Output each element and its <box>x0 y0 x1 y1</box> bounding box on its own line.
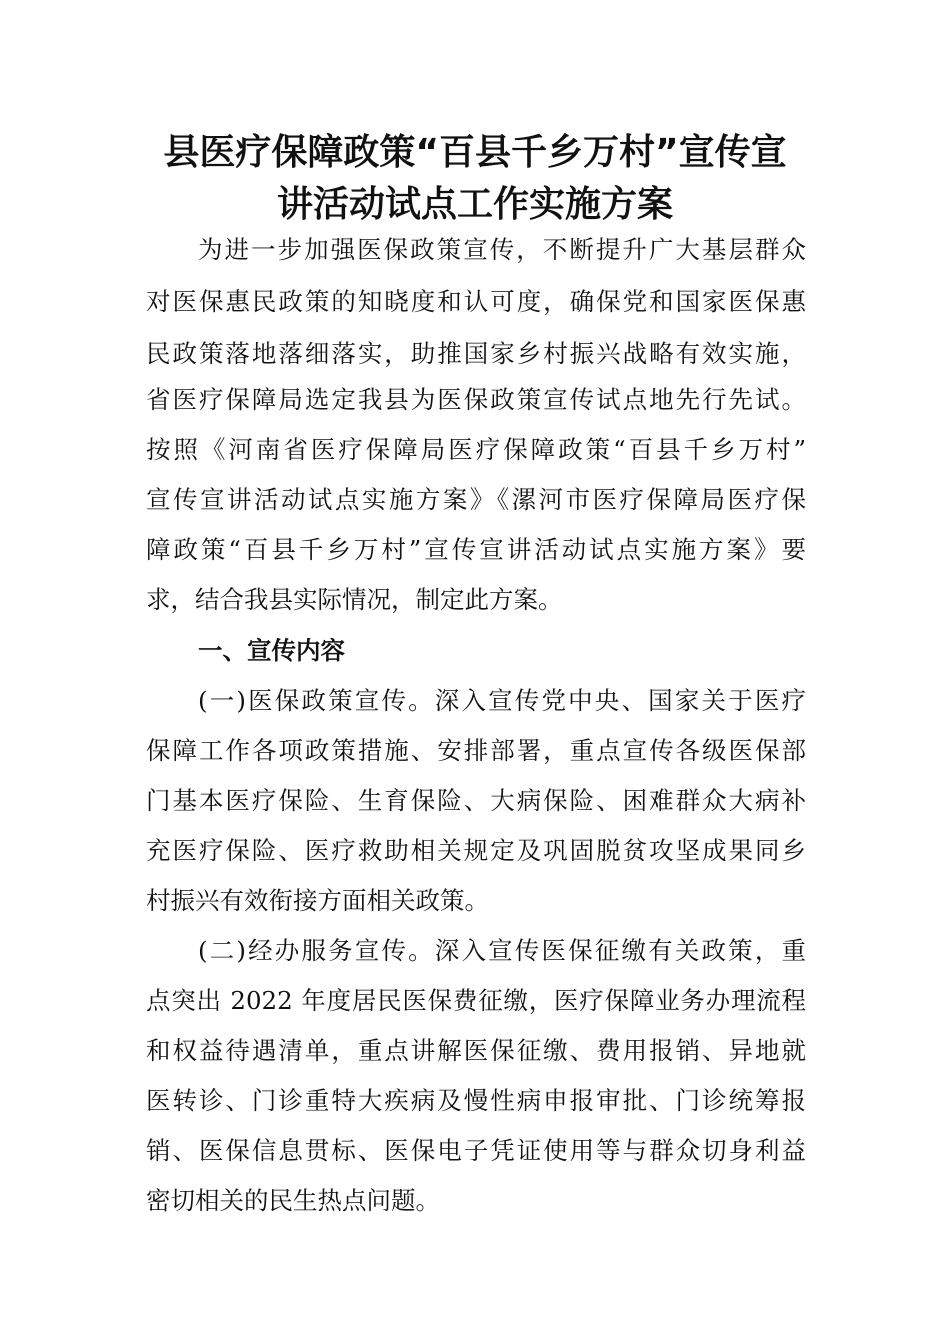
item2-paragraph-line: 和权益待遇清单，重点讲解医保征缴、费用报销、异地就 <box>146 1036 806 1065</box>
item1-paragraph-line: 门基本医疗保险、生育保险、大病保险、困难群众大病补 <box>146 786 806 815</box>
intro-paragraph-line: 宣传宣讲活动试点实施方案》《漯河市医疗保障局医疗保 <box>146 485 806 514</box>
intro-paragraph-line: 障政策“百县千乡万村”宣传宣讲活动试点实施方案》要 <box>146 535 806 564</box>
intro-paragraph-line: 对医保惠民政策的知晓度和认可度，确保党和国家医保惠 <box>146 287 806 316</box>
document-title-line-2: 讲活动试点工作实施方案 <box>276 184 673 225</box>
intro-paragraph-line: 省医疗保障局选定我县为医保政策宣传试点地先行先试。 <box>146 385 806 414</box>
item1-paragraph-line: (一)医保政策宣传。深入宣传党中央、国家关于医疗 <box>198 686 806 715</box>
intro-paragraph-line: 求，结合我县实际情况，制定此方案。 <box>146 585 563 614</box>
item2-paragraph-line: 医转诊、门诊重特大疾病及慢性病申报审批、门诊统筹报 <box>146 1086 806 1115</box>
intro-paragraph-line: 民政策落地落细落实，助推国家乡村振兴战略有效实施， <box>146 339 806 368</box>
intro-paragraph-line: 按照《河南省医疗保障局医疗保障政策“百县千乡万村” <box>146 435 806 464</box>
item1-paragraph-line: 充医疗保险、医疗救助相关规定及巩固脱贫攻坚成果同乡 <box>146 836 806 865</box>
item2-paragraph-line: (二)经办服务宣传。深入宣传医保征缴有关政策，重 <box>198 936 806 965</box>
item1-paragraph-line: 保障工作各项政策措施、安排部署，重点宣传各级医保部 <box>146 736 806 765</box>
document-title-line-1: 县医疗保障政策“百县千乡万村”宣传宣 <box>163 132 787 173</box>
intro-paragraph-line: 为进一步加强医保政策宣传，不断提升广大基层群众 <box>198 235 806 264</box>
item1-paragraph-line: 村振兴有效衔接方面相关政策。 <box>146 886 489 915</box>
item2-paragraph-line: 密切相关的民生热点问题。 <box>146 1186 440 1215</box>
item2-paragraph-line: 销、医保信息贯标、医保电子凭证使用等与群众切身利益 <box>146 1136 806 1165</box>
section-heading: 一、宣传内容 <box>198 636 345 665</box>
item2-paragraph-line: 点突出 2022 年度居民医保费征缴，医疗保障业务办理流程 <box>146 986 806 1015</box>
